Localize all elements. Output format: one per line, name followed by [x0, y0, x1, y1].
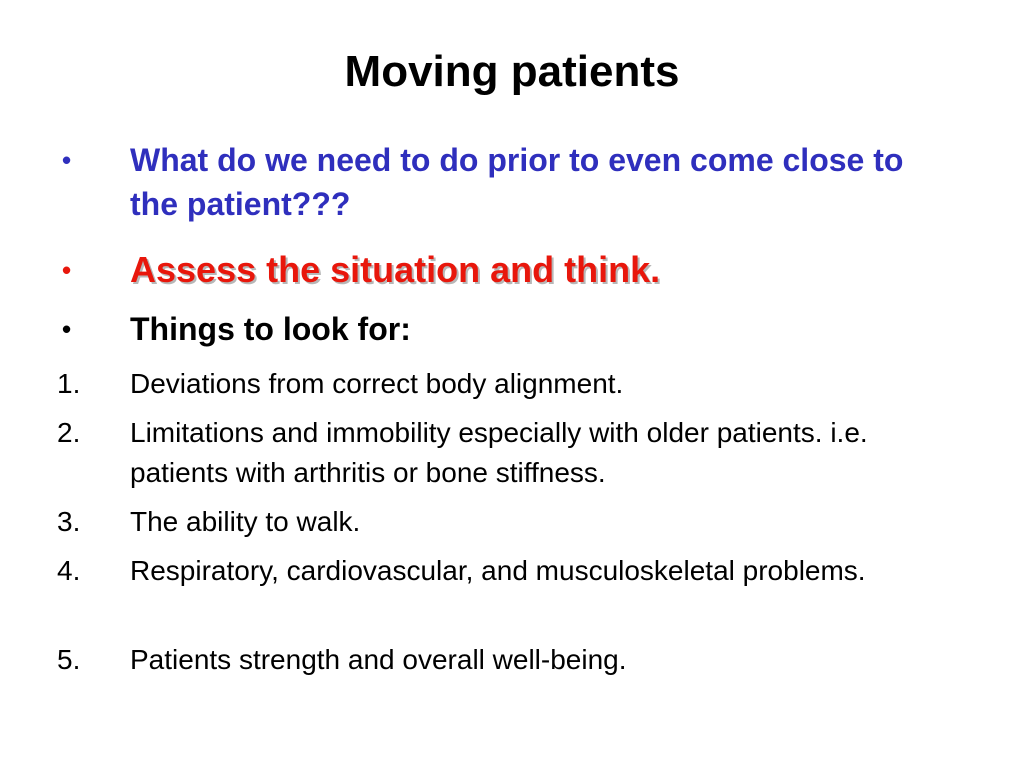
number-marker: 2. — [57, 417, 81, 448]
number-marker: 4. — [57, 555, 81, 586]
numbered-item-text: Deviations from correct body alignment. — [130, 368, 624, 399]
slide-title: Moving patients — [344, 47, 680, 96]
number-marker: 5. — [57, 644, 81, 675]
bullet-marker: • — [62, 314, 72, 344]
numbered-item-text: Respiratory, cardiovascular, and musculoskeletal problems. — [130, 555, 866, 586]
bullet-marker: • — [62, 145, 72, 175]
numbered-item-text: The ability to walk. — [130, 506, 361, 537]
bullet-things-text: Things to look for: — [130, 311, 411, 347]
numbered-item-text: Patients strength and overall well-being. — [130, 644, 627, 675]
bullet-assess-text: Assess the situation and think. — [130, 249, 661, 290]
bullet-marker: • — [62, 255, 72, 285]
numbered-item-text: Limitations and immobility especially with older patients. i.e. patients with arthritis or bone stiffness. — [130, 417, 868, 488]
number-marker: 1. — [57, 368, 81, 399]
number-marker: 3. — [57, 506, 81, 537]
bullet-question-text: What do we need to do prior to even come close to the patient??? — [130, 142, 904, 222]
